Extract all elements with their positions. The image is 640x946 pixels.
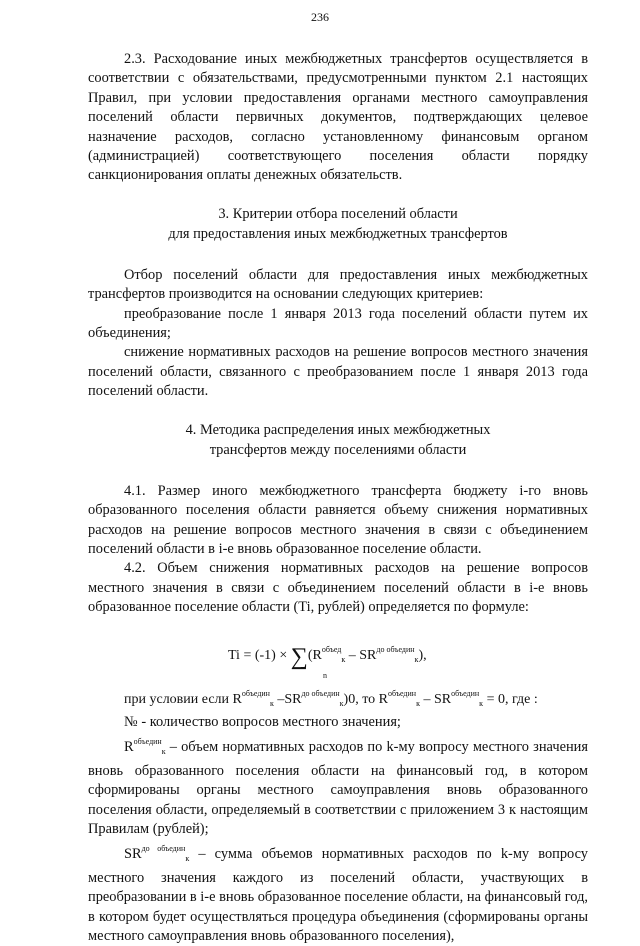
sigma-subscript: n (323, 670, 327, 680)
paragraph-2-3: 2.3. Расходование иных межбюджетных трансфертов осуществляется в соответствии с обязательствами, предусмотренными пунктом 2.1 настоящих Правил, при условии предоставления органами местного самоуправления поселений области первичных документов, подтверждающих целевое назначение расходов, согласно установленному финансовым органом (администрацией) соответствующего поселения области порядку санкционирования оплаты денежных обязательств. (88, 51, 588, 184)
formula-r: (R (307, 647, 322, 663)
formula-minus-sr: – SR (345, 647, 377, 663)
page-number: 236 (311, 10, 329, 24)
sigma-symbol: ∑ (290, 643, 308, 670)
formula (88, 632, 588, 680)
section-4-heading-line2: трансфертов между поселениями области (209, 441, 467, 458)
section-3-heading-line2: для предоставления иных межбюджетных трансфертов (168, 225, 508, 242)
paragraph-4-2: 4.2. Объем снижения нормативных расходов на решение вопросов местного значения в связи с объединением поселений области в i-е вновь образованное поселение области (Ti, рублей) определяется по формуле: (88, 560, 588, 616)
formula-lhs: Ti = (-1) × (228, 647, 291, 663)
definition-sr: $SR^{до объедин}_к$ – сумма объемов нормативных расходов по k-му вопросу местного значения каждого из поселений области, участвующих в преобразовании в i-е вновь образованное поселение области, на финансовый год, в котором будет осуществляться процедура объединения (сформированы органы местного самоуправления вновь образованного поселения), (88, 844, 589, 944)
formula-r-sub: к (341, 654, 346, 664)
document-body (88, 50, 588, 946)
paragraph-4-1: 4.1. Размер иного межбюджетного трансферта бюджету i-го вновь образованного поселения области равняется объему снижения нормативных расходов на решение вопросов местного значения в связи с объединением поселений области в i-е вновь образованное поселение области. (88, 482, 588, 557)
criterion-1: преобразование после 1 января 2013 года поселений области путем их объединения; (88, 305, 588, 342)
section-4-heading-line1: 4. Методика распределения иных межбюджетных (185, 421, 491, 438)
criterion-2: снижение нормативных расходов на решение вопросов местного значения поселений области, связанного с преобразованием после 1 января 2013 года поселений области. (88, 344, 588, 400)
section-3-heading-line1: 3. Критерии отбора поселений области (218, 205, 458, 222)
definition-n: № - количество вопросов местного значения; (124, 713, 401, 730)
condition-line: при условии если $R^{объедин}_к$ $-SR^{до объедин}_к)0$, то $R^{объедин}_к - SR^{объедин}_к = 0$, где : (124, 688, 538, 708)
section-3-paragraph-1: Отбор поселений области для предоставления иных межбюджетных трансфертов производится на основании следующих критериев: (88, 266, 588, 303)
formula-close: ), (418, 647, 427, 663)
definition-r: $R^{объедин}_к$ – объем нормативных расходов по k-му вопросу местного значения вновь образованного поселения области на финансовый год, в котором сформированы органы местного самоуправления вновь образованного поселения области, определяемый в соответствии с приложением 3 к настоящим Правилам (рублей); (88, 737, 588, 837)
formula-sr-sub: к (414, 654, 419, 664)
formula-sr-sup: до объедин (376, 644, 415, 654)
formula-r-sup: объед (321, 644, 342, 654)
